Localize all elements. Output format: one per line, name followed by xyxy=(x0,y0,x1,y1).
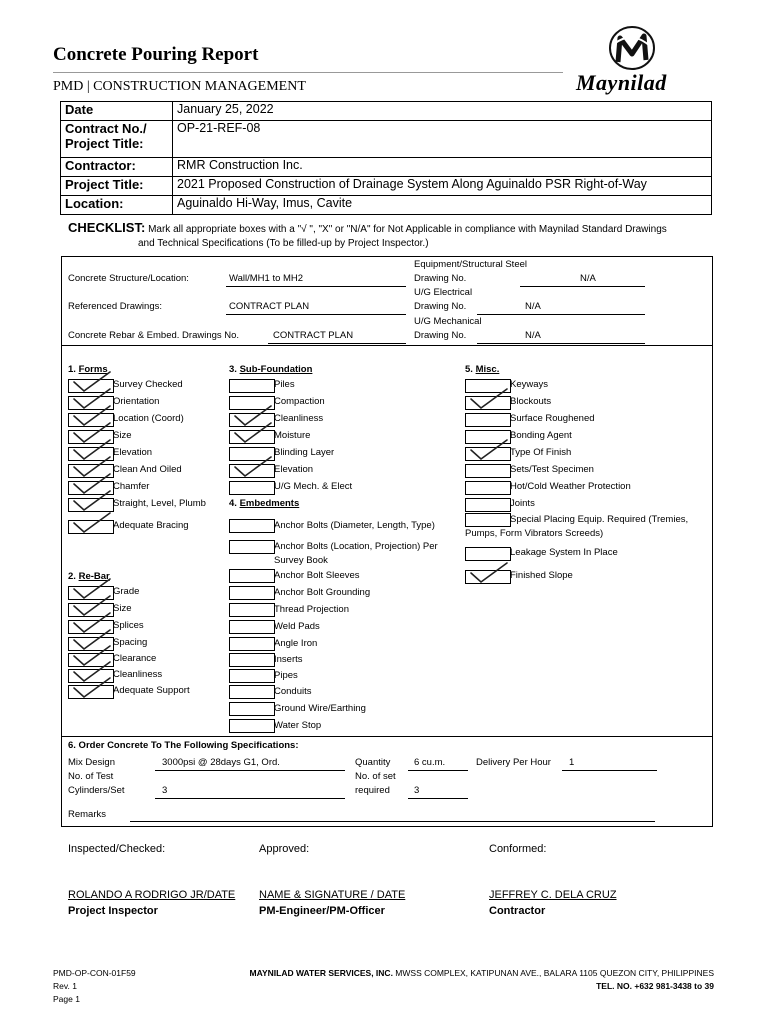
delivery-underline xyxy=(562,770,657,771)
embed-checkbox[interactable] xyxy=(229,702,275,716)
embed-checkbox[interactable] xyxy=(229,519,275,533)
company-address xyxy=(250,968,714,978)
checkmark-icon xyxy=(231,455,277,479)
approved-label: Approved: xyxy=(259,843,310,855)
forms-item: Orientation xyxy=(113,396,160,407)
contract-label-line1: Contract No./ xyxy=(65,121,147,136)
embed-item: Anchor Bolts (Diameter, Length, Type) xyxy=(274,520,435,531)
rebar-item: Splices xyxy=(113,620,144,631)
embed-checkbox[interactable] xyxy=(229,540,275,554)
form-code: PMD-OP-CON-01F59 xyxy=(53,968,136,978)
embed-checkbox[interactable] xyxy=(229,586,275,600)
embed-checkbox[interactable] xyxy=(229,685,275,699)
misc-item: Leakage System In Place xyxy=(510,547,618,558)
embed-item: Anchor Bolts (Location, Projection) Per xyxy=(274,541,438,552)
rebar-item: Size xyxy=(113,603,132,614)
embed-checkbox[interactable] xyxy=(229,569,275,583)
misc-item: Blockouts xyxy=(510,396,552,407)
misc-checkbox[interactable] xyxy=(465,498,511,512)
delivery-label: Delivery Per Hour xyxy=(476,757,551,768)
subfound-item: Compaction xyxy=(274,396,325,407)
rebar-heading: 2. Re-Bar xyxy=(68,571,110,582)
contractor-role: Contractor xyxy=(489,905,546,917)
ref-drawings-value[interactable]: CONTRACT PLAN xyxy=(229,301,310,312)
embed-checkbox[interactable] xyxy=(229,653,275,667)
embed-checkbox[interactable] xyxy=(229,637,275,651)
checklist-instruction-1: Mark all appropriate boxes with a "√ ", "X" or "N/A" for Not Applicable in compliance with Maynilad Standard Drawings xyxy=(148,224,667,235)
test-cyl-underline xyxy=(155,798,345,799)
equip-label-1: Equipment/Structural Steel xyxy=(414,259,528,270)
subfound-item: Elevation xyxy=(274,464,314,475)
inspected-label: Inspected/Checked: xyxy=(68,843,166,855)
mech-value[interactable]: N/A xyxy=(525,330,541,341)
set-req-value[interactable]: 3 xyxy=(414,785,420,796)
date-value: January 25, 2022 xyxy=(173,102,712,121)
rebar-item: Adequate Support xyxy=(113,685,190,696)
form-rev: Rev. 1 xyxy=(53,981,77,991)
checkmark-icon xyxy=(467,561,513,585)
mech-label-1: U/G Mechanical xyxy=(414,316,482,327)
embed-checkbox[interactable] xyxy=(229,719,275,733)
embed-item: Pipes xyxy=(274,670,298,681)
page-title: Concrete Pouring Report xyxy=(53,44,259,65)
embed-checkbox[interactable] xyxy=(229,603,275,617)
misc-item: Sets/Test Specimen xyxy=(510,464,594,475)
inspector-name: ROLANDO A RODRIGO JR/DATE xyxy=(68,889,236,901)
elec-label-1: U/G Electrical xyxy=(414,287,473,298)
contractor-name: JEFFREY C. DELA CRUZ xyxy=(489,889,617,901)
checkmark-icon xyxy=(70,489,116,513)
misc-item: Special Placing Equip. Required (Tremies, xyxy=(510,514,689,525)
project-title-label: Project Title: xyxy=(61,177,173,196)
project-info-table xyxy=(60,101,712,215)
project-title-value: 2021 Proposed Construction of Drainage System Along Aguinaldo PSR Right-of-Way xyxy=(173,177,712,196)
rebar-item: Grade xyxy=(113,586,140,597)
embed-item: Conduits xyxy=(274,686,312,697)
mech-label-2: Drawing No. xyxy=(414,330,467,341)
order-heading: 6. Order Concrete To The Following Specifications: xyxy=(68,740,299,751)
section-divider-top xyxy=(61,345,713,346)
rebar-drawings-value[interactable]: CONTRACT PLAN xyxy=(273,330,354,341)
misc-item: Keyways xyxy=(510,379,549,390)
equip-label-2: Drawing No. xyxy=(414,273,467,284)
structure-value[interactable]: Wall/MH1 to MH2 xyxy=(229,273,304,284)
mix-design-underline xyxy=(155,770,345,771)
embed-item: Weld Pads xyxy=(274,621,320,632)
inspector-role: Project Inspector xyxy=(68,905,158,917)
misc-item: Surface Roughened xyxy=(510,413,595,424)
subfound-item: Cleanliness xyxy=(274,413,324,424)
embed-item: Anchor Bolt Sleeves xyxy=(274,570,360,581)
remarks-label: Remarks xyxy=(68,809,107,820)
forms-item: Clean And Oiled xyxy=(113,464,182,475)
misc-checkbox[interactable] xyxy=(465,413,511,427)
subfound-checkbox[interactable] xyxy=(229,481,275,495)
location-label: Location: xyxy=(61,196,173,215)
contractor-value: RMR Construction Inc. xyxy=(173,158,712,177)
subfound-item: Piles xyxy=(274,379,295,390)
conformed-label: Conformed: xyxy=(489,843,547,855)
ref-drawings-underline xyxy=(226,314,406,315)
delivery-value[interactable]: 1 xyxy=(569,757,575,768)
set-req-underline xyxy=(408,798,468,799)
subfound-item: Blinding Layer xyxy=(274,447,335,458)
forms-item: Survey Checked xyxy=(113,379,183,390)
test-cyl-value[interactable]: 3 xyxy=(162,785,168,796)
equip-underline xyxy=(520,286,645,287)
embed-checkbox[interactable] xyxy=(229,620,275,634)
checkmark-icon xyxy=(231,421,277,445)
misc-item: Pumps, Form Vibrators Screeds) xyxy=(465,528,604,539)
elec-underline xyxy=(477,314,645,315)
date-label: Date xyxy=(61,102,173,121)
company-tel: TEL. NO. +632 981-3438 to 39 xyxy=(596,981,714,991)
checkmark-icon xyxy=(70,676,116,700)
embed-item: Anchor Bolt Grounding xyxy=(274,587,371,598)
contractor-label: Contractor: xyxy=(61,158,173,177)
contract-value: OP-21-REF-08 xyxy=(173,121,712,158)
contract-label xyxy=(61,121,173,158)
elec-label-2: Drawing No. xyxy=(414,301,467,312)
forms-item: Elevation xyxy=(113,447,153,458)
subfound-heading: 3. Sub-Foundation xyxy=(229,364,313,375)
quantity-label: Quantity xyxy=(355,757,391,768)
forms-item: Location (Coord) xyxy=(113,413,184,424)
rebar-drawings-underline xyxy=(268,343,406,344)
quantity-underline xyxy=(408,770,468,771)
embed-checkbox[interactable] xyxy=(229,669,275,683)
mix-design-value[interactable]: 3000psi @ 28days G1, Ord. xyxy=(162,757,280,768)
remarks-underline[interactable] xyxy=(130,821,655,822)
checkmark-icon xyxy=(467,387,513,411)
forms-item: Adequate Bracing xyxy=(113,520,189,531)
misc-heading: 5. Misc. xyxy=(465,364,500,375)
location-value: Aguinaldo Hi-Way, Imus, Cavite xyxy=(173,196,712,215)
subfound-item: Moisture xyxy=(274,430,311,441)
pm-name: NAME & SIGNATURE / DATE xyxy=(259,889,406,901)
misc-checkbox[interactable] xyxy=(465,464,511,478)
embed-item: Inserts xyxy=(274,654,303,665)
embed-item: Angle Iron xyxy=(274,638,318,649)
subfound-item: U/G Mech. & Elect xyxy=(274,481,353,492)
elec-value[interactable]: N/A xyxy=(525,301,541,312)
set-req-label-2: required xyxy=(355,785,390,796)
forms-item: Straight, Level, Plumb xyxy=(113,498,206,509)
maynilad-logo xyxy=(570,24,690,100)
checklist-instruction-2: and Technical Specifications (To be filled-up by Project Inspector.) xyxy=(138,238,429,249)
mix-design-label: Mix Design xyxy=(68,757,115,768)
company-street: MWSS COMPLEX, KATIPUNAN AVE., BALARA 1105 QUEZON CITY, PHILIPPINES xyxy=(392,968,714,978)
logo-text: Maynilad xyxy=(576,70,667,95)
checklist-label: CHECKLIST: xyxy=(68,220,146,235)
ref-drawings-label: Referenced Drawings: xyxy=(68,301,162,312)
misc-item: Finished Slope xyxy=(510,570,573,581)
mech-underline xyxy=(477,343,645,344)
misc-item: Hot/Cold Weather Protection xyxy=(510,481,631,492)
forms-item: Size xyxy=(113,430,132,441)
subfound-checkbox[interactable] xyxy=(229,379,275,393)
form-page: Page 1 xyxy=(53,994,80,1004)
forms-item: Chamfer xyxy=(113,481,150,492)
equip-value[interactable]: N/A xyxy=(580,273,596,284)
embed-item: Thread Projection xyxy=(274,604,349,615)
misc-checkbox[interactable] xyxy=(465,547,511,561)
page-subtitle: PMD | CONSTRUCTION MANAGEMENT xyxy=(53,79,306,94)
contract-label-line2: Project Title: xyxy=(65,136,144,151)
misc-item: Type Of Finish xyxy=(510,447,572,458)
logo-emblem-icon xyxy=(570,24,690,74)
misc-checkbox[interactable] xyxy=(465,513,511,527)
embed-item: Ground Wire/Earthing xyxy=(274,703,366,714)
quantity-value[interactable]: 6 cu.m. xyxy=(414,757,446,768)
rebar-drawings-label: Concrete Rebar & Embed. Drawings No. xyxy=(68,330,240,341)
embed-item: Survey Book xyxy=(274,555,328,566)
misc-item: Joints xyxy=(510,498,535,509)
test-cyl-label-2: Cylinders/Set xyxy=(68,785,125,796)
title-divider xyxy=(53,72,563,73)
test-cyl-label-1: No. of Test xyxy=(68,771,114,782)
misc-item: Bonding Agent xyxy=(510,430,572,441)
embed-heading: 4. Embedments xyxy=(229,498,300,509)
rebar-item: Cleanliness xyxy=(113,669,163,680)
checklist-instructions xyxy=(68,221,688,251)
checkmark-icon xyxy=(467,438,513,462)
embed-item: Water Stop xyxy=(274,720,322,731)
misc-checkbox[interactable] xyxy=(465,481,511,495)
structure-label: Concrete Structure/Location: xyxy=(68,273,189,284)
section-divider-order xyxy=(61,736,713,737)
checkmark-icon xyxy=(70,511,116,535)
forms-heading: 1. Forms xyxy=(68,364,108,375)
rebar-item: Spacing xyxy=(113,637,148,648)
set-req-label-1: No. of set xyxy=(355,771,396,782)
structure-underline xyxy=(226,286,406,287)
pm-role: PM-Engineer/PM-Officer xyxy=(259,905,385,917)
rebar-item: Clearance xyxy=(113,653,157,664)
company-name: MAYNILAD WATER SERVICES, INC. xyxy=(249,968,393,978)
